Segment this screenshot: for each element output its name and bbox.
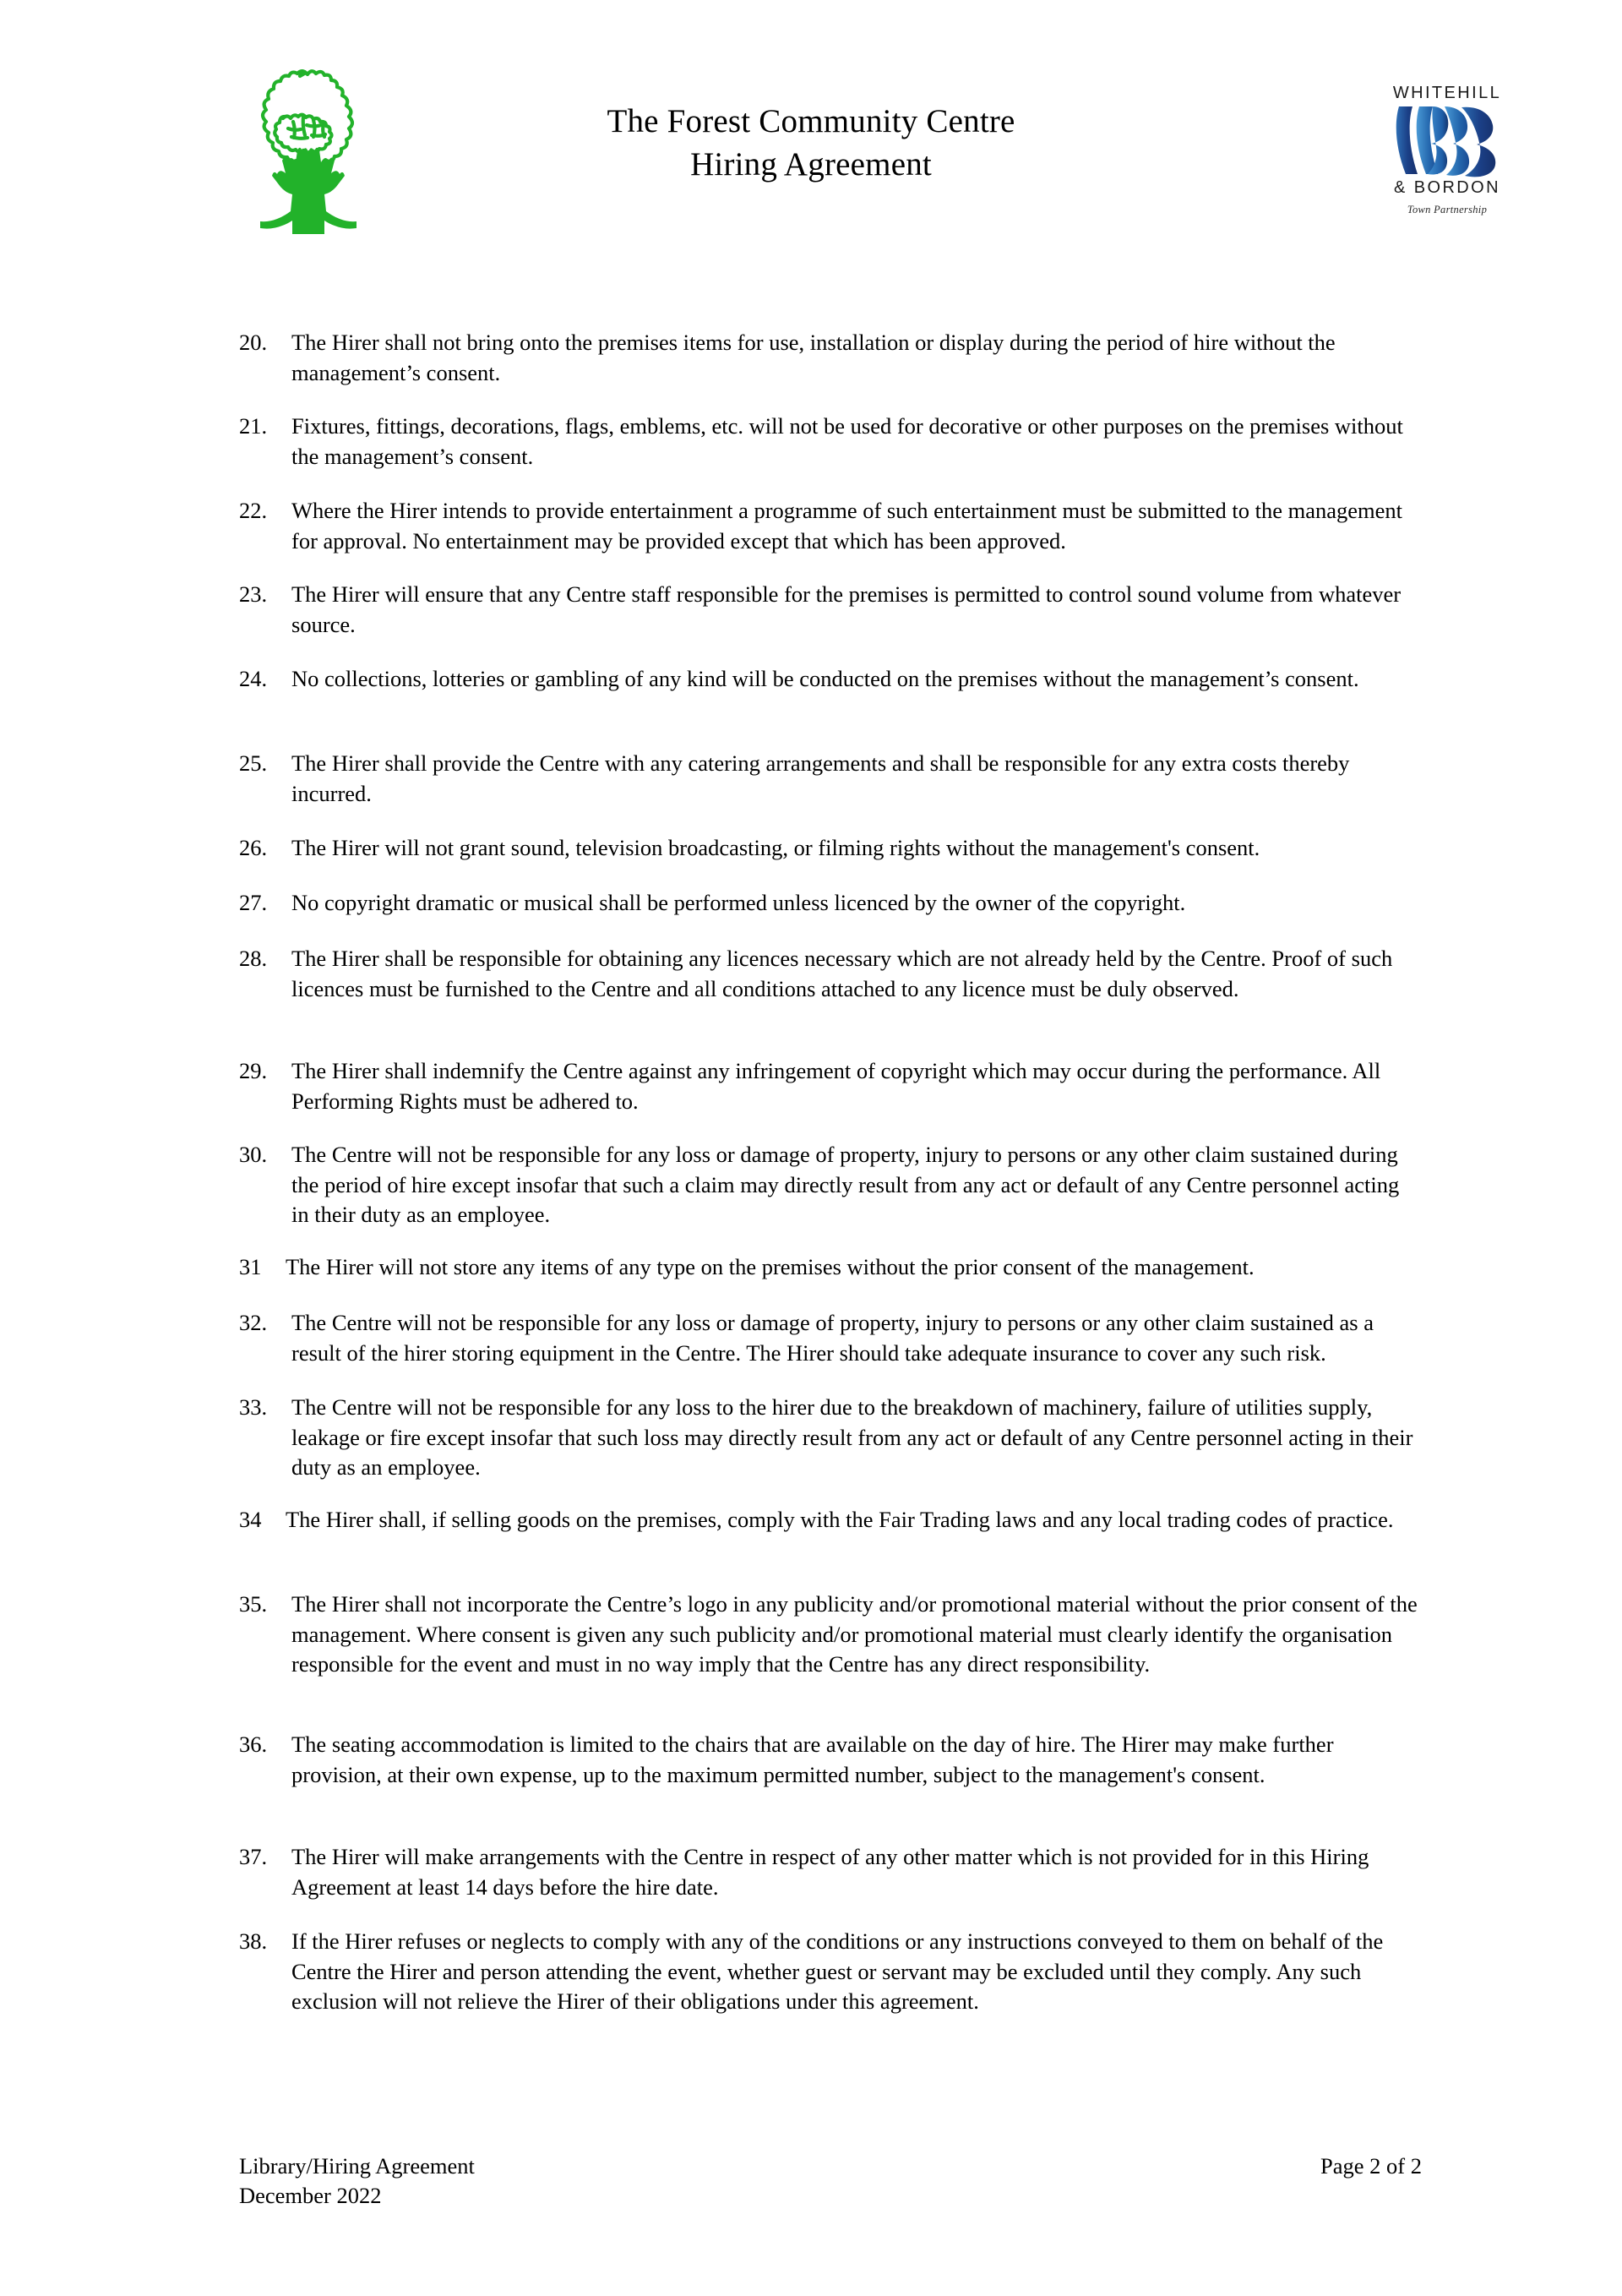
clause-text: The Hirer shall indemnify the Centre against any infringement of copyright which may occur during the performance. All Performing Rights must be adhered to. xyxy=(291,1058,1381,1114)
clause-text: The Hirer shall be responsible for obtaining any licences necessary which are not already held by the Centre. Proof of such licences must be furnished to the Centre and all conditions attached to any licence must be duly observed. xyxy=(291,946,1393,1001)
clause-item xyxy=(239,1730,1422,1790)
clause-number: 24. xyxy=(239,666,268,691)
footer-row-top xyxy=(239,2151,1422,2181)
wb-monogram-icon xyxy=(1371,105,1523,177)
clause-text: Where the Hirer intends to provide entertainment a programme of such entertainment must be submitted to the management for approval. No entertainment may be provided except that which has been approved. xyxy=(291,498,1403,554)
logo-top-word: WHITEHILL xyxy=(1392,84,1502,102)
logo-bottom-word: & BORDON xyxy=(1394,178,1500,197)
clause-text: The Hirer shall not bring onto the premises items for use, installation or display during the period of hire without the management’s consent. xyxy=(291,330,1336,385)
clause-number: 38. xyxy=(239,1928,268,1954)
page-title xyxy=(473,100,1149,187)
clause-number: 35. xyxy=(239,1591,268,1617)
clause-item xyxy=(239,580,1422,640)
footer-row-bottom xyxy=(239,2181,1422,2211)
clause-item xyxy=(239,1505,1422,1535)
clause-number: 28. xyxy=(239,946,268,971)
clause-item xyxy=(239,1140,1422,1230)
clause-text: The Centre will not be responsible for any loss to the hirer due to the breakdown of machinery, failure of utilities supply, leakage or fire except insofar that such loss may directly result from any act or default of any Centre personnel acting in their duty as an employee. xyxy=(291,1394,1413,1481)
clause-text: The Hirer will make arrangements with the Centre in respect of any other matter which is not provided for in this Hiring Agreement at least 14 days before the hire date. xyxy=(291,1844,1369,1900)
clause-text: No collections, lotteries or gambling of any kind will be conducted on the premises without the management’s consent. xyxy=(291,666,1359,691)
clause-item xyxy=(239,944,1422,1004)
clause-item xyxy=(239,1842,1422,1902)
clause-text: The Hirer shall provide the Centre with any catering arrangements and shall be responsible for any extra costs thereby incurred. xyxy=(291,750,1350,806)
clause-number: 23. xyxy=(239,581,268,607)
clause-text: The Centre will not be responsible for any loss or damage of property, injury to persons or any other claim sustained as a result of the hirer storing equipment in the Centre. The Hirer should take adequate insurance to cover any such risk. xyxy=(291,1310,1374,1366)
clause-text: The Hirer will not grant sound, television broadcasting, or filming rights without the management's consent. xyxy=(291,835,1260,860)
clause-item xyxy=(239,1252,1422,1283)
clause-number: 33. xyxy=(239,1394,268,1420)
clause-text: The Hirer will not store any items of any type on the premises without the prior consent of the management. xyxy=(286,1254,1255,1279)
title-line-1: The Forest Community Centre xyxy=(607,103,1015,139)
clause-text: No copyright dramatic or musical shall be performed unless licenced by the owner of the copyright. xyxy=(291,890,1186,915)
logo-tagline: Town Partnership xyxy=(1407,204,1488,215)
clause-number: 26. xyxy=(239,835,268,860)
clause-text: The seating accommodation is limited to the chairs that are available on the day of hire. The Hirer may make further provision, at their own expense, up to the maximum permitted number, subject to the management's consent. xyxy=(291,1732,1334,1787)
clause-item xyxy=(239,833,1422,864)
footer-page-number: Page 2 of 2 xyxy=(1320,2153,1422,2179)
page-header xyxy=(0,0,1622,254)
clause-text: If the Hirer refuses or neglects to comply with any of the conditions or any instructions conveyed to them on behalf of the Centre the Hirer and person attending the event, whether guest or servant may be excluded until they comply. Any such exclusion will not relieve the Hirer of their obligations under this agreement. xyxy=(291,1928,1384,2015)
clause-text: The Hirer will ensure that any Centre staff responsible for the premises is permitted to control sound volume from whatever source. xyxy=(291,581,1402,637)
footer-reference: Library/Hiring Agreement xyxy=(239,2153,475,2179)
clause-item xyxy=(239,1056,1422,1116)
title-line-2: Hiring Agreement xyxy=(690,146,932,183)
clause-number: 21. xyxy=(239,413,268,439)
clause-item xyxy=(239,1393,1422,1483)
clause-item xyxy=(239,496,1422,556)
clause-number: 31 xyxy=(239,1254,262,1279)
clause-item xyxy=(239,888,1422,919)
clause-number: 29. xyxy=(239,1058,268,1083)
clause-text: The Hirer shall not incorporate the Centre’s logo in any publicity and/or promotional material without the prior consent of the management. Where consent is given any such publicity and/or promotional material must clearly identify the organisation responsible for the event and must in no way imply that the Centre has any direct responsibility. xyxy=(291,1591,1418,1677)
clause-number: 30. xyxy=(239,1142,268,1167)
clause-item xyxy=(239,1308,1422,1368)
clause-text: The Centre will not be responsible for any loss or damage of property, injury to persons or any other claim sustained during the period of hire except insofar that such a claim may directly result from any act or default of any Centre personnel acting in their duty as an employee. xyxy=(291,1142,1400,1228)
clause-text: Fixtures, fittings, decorations, flags, emblems, etc. will not be used for decorative or other purposes on the premises without the management’s consent. xyxy=(291,413,1403,469)
clause-item xyxy=(239,1590,1422,1680)
whitehill-bordon-logo xyxy=(1371,85,1523,232)
clause-item xyxy=(239,1927,1422,2017)
clause-item xyxy=(239,328,1422,388)
clause-number: 20. xyxy=(239,330,268,355)
clause-text: The Hirer shall, if selling goods on the premises, comply with the Fair Trading laws and any local trading codes of practice. xyxy=(286,1507,1394,1532)
clause-number: 34 xyxy=(239,1507,262,1532)
clause-number: 32. xyxy=(239,1310,268,1335)
footer-date: December 2022 xyxy=(239,2183,382,2209)
clause-number: 37. xyxy=(239,1844,268,1869)
tree-logo xyxy=(239,52,378,234)
clause-number: 36. xyxy=(239,1732,268,1757)
clause-item xyxy=(239,664,1422,695)
clause-item xyxy=(239,749,1422,809)
clause-item xyxy=(239,412,1422,472)
page-footer xyxy=(239,2151,1422,2211)
clause-number: 27. xyxy=(239,890,268,915)
clause-number: 22. xyxy=(239,498,268,523)
clause-number: 25. xyxy=(239,750,268,776)
